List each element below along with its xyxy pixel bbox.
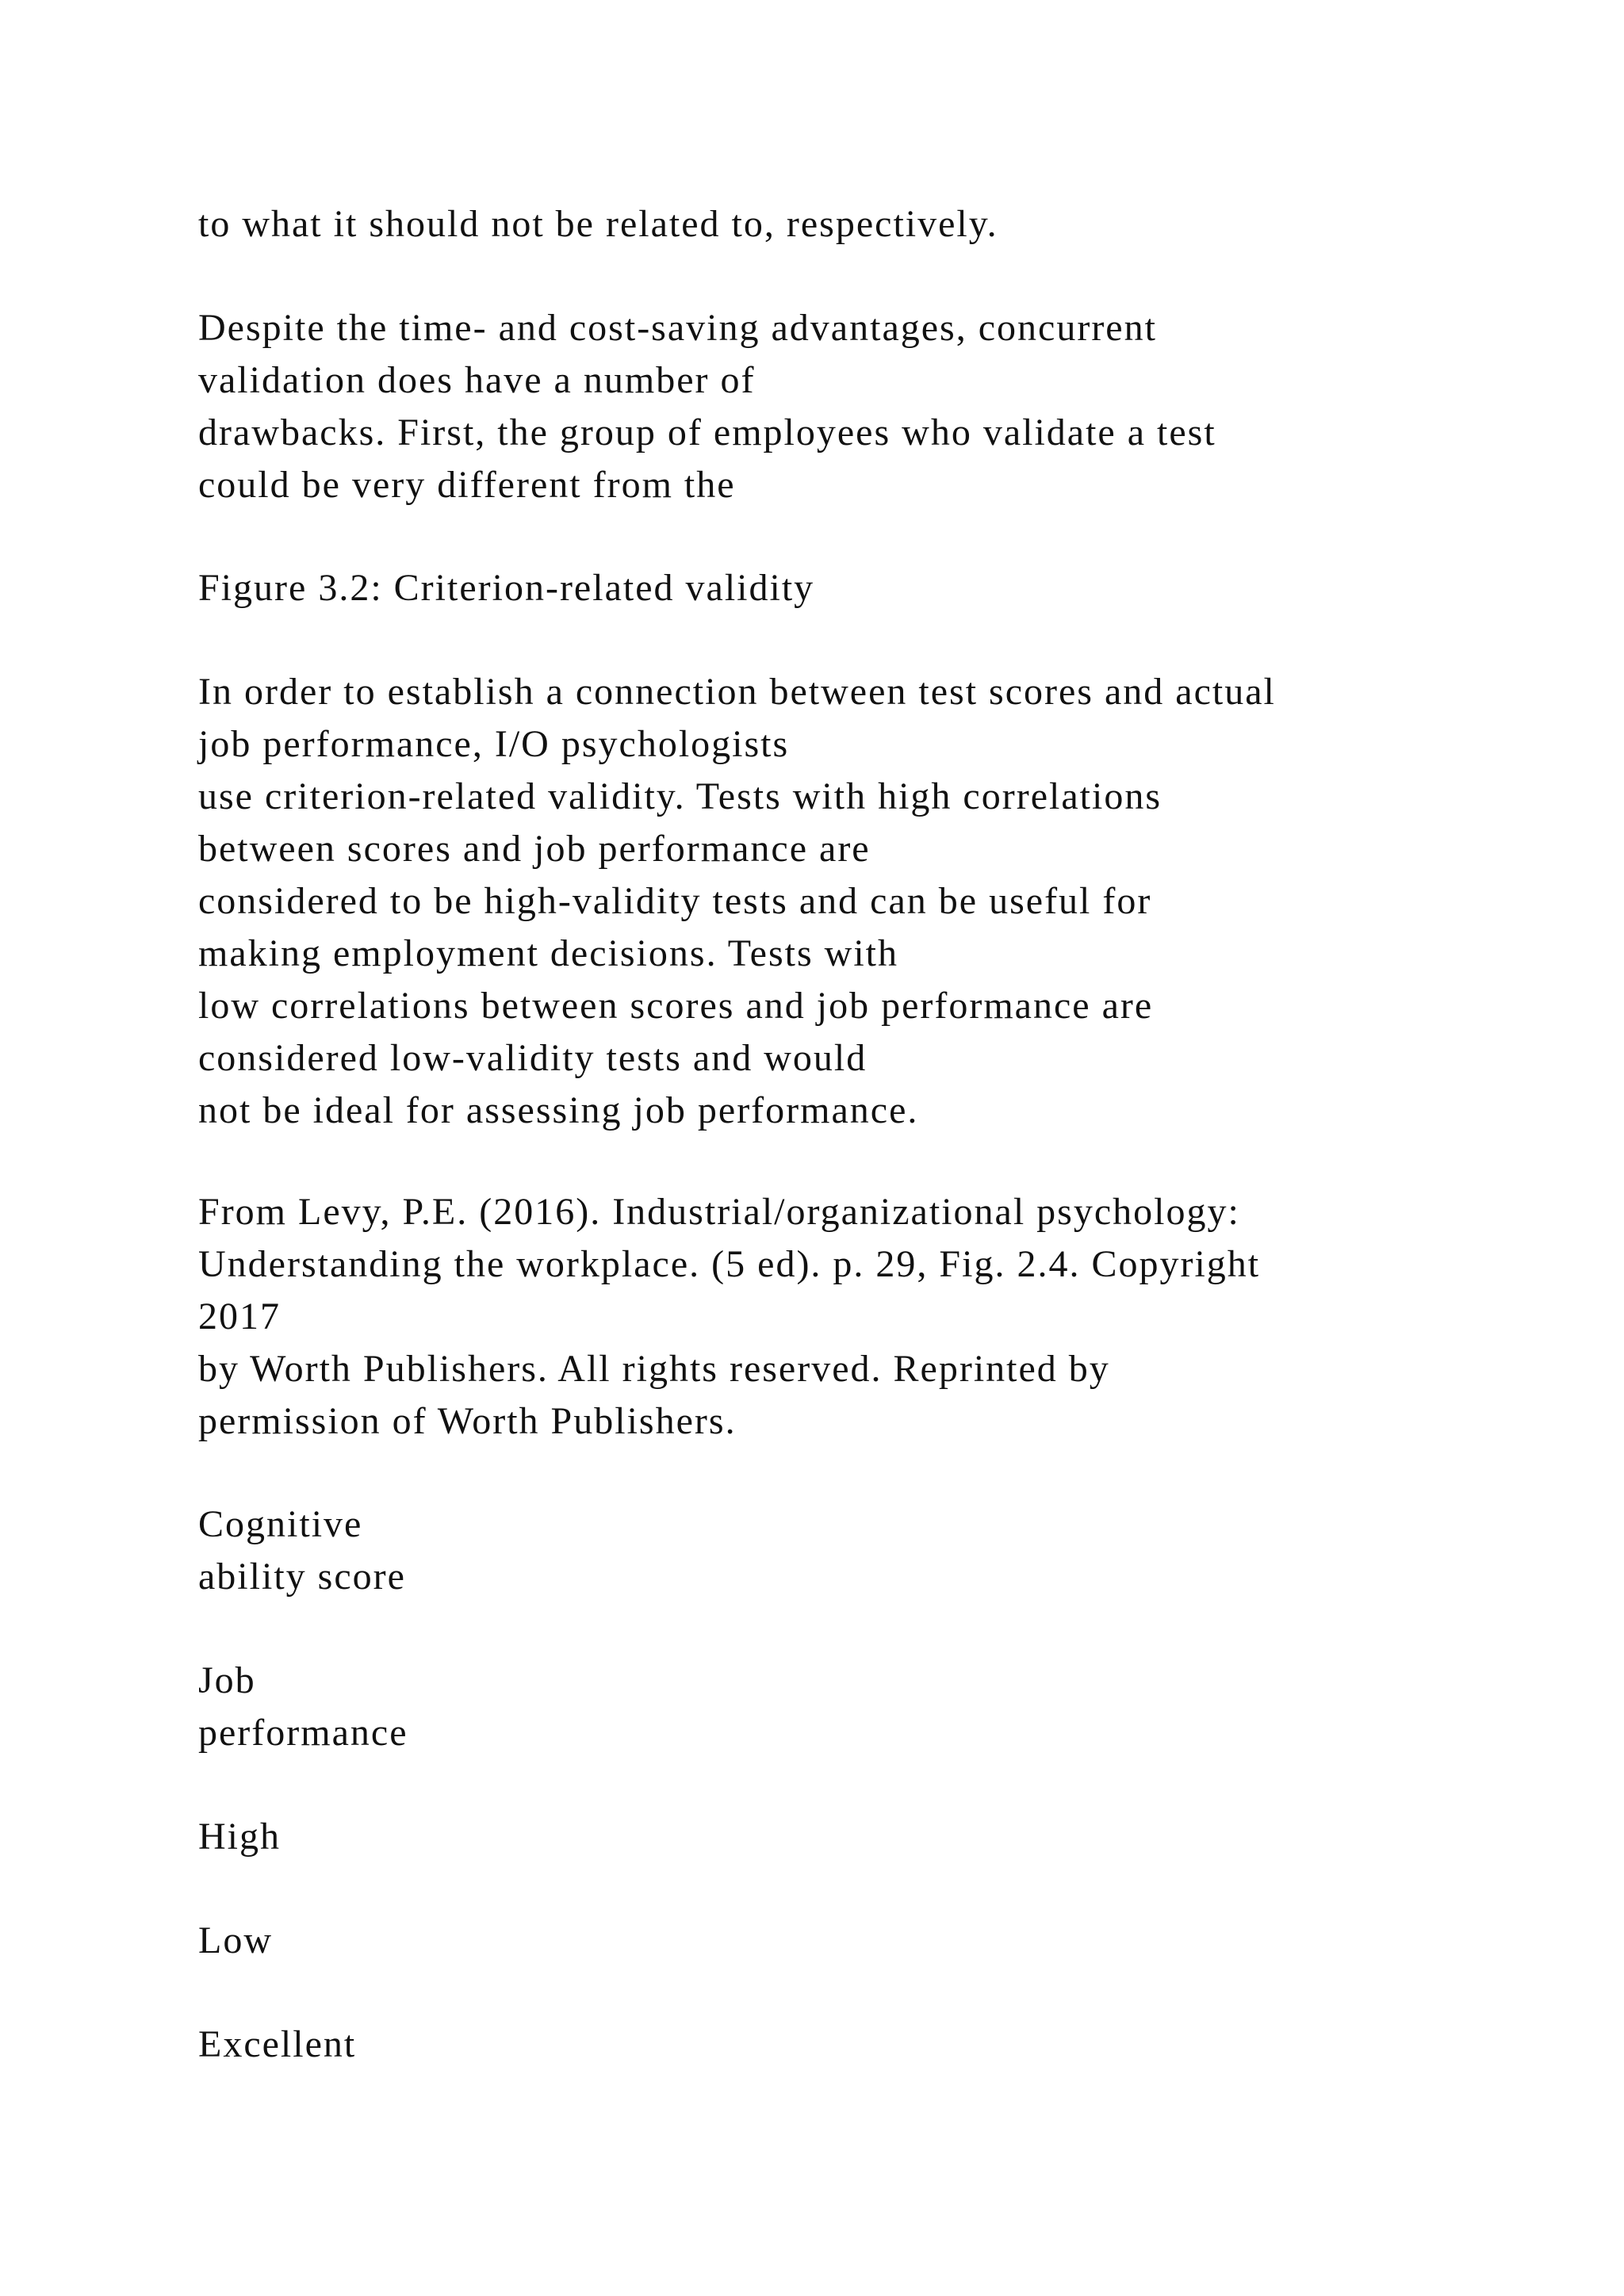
text-line: Despite the time- and cost-saving advantages, concurrent: [198, 307, 1157, 349]
text-line: In order to establish a connection between test scores and actual: [198, 671, 1276, 713]
text-line: considered to be high-validity tests and can be useful for: [198, 880, 1152, 922]
text-line: to what it should not be related to, respectively.: [198, 203, 998, 245]
label-high: [198, 1811, 1546, 1863]
text-line: validation does have a number of: [198, 359, 756, 401]
text-line: by Worth Publishers. All rights reserved. Reprinted by: [198, 1348, 1110, 1390]
paragraph-criterion-related-validity: [198, 666, 1546, 1137]
paragraph-related-to: [198, 198, 1546, 251]
text-line: Excellent: [198, 2023, 357, 2065]
figure-caption: [198, 562, 1546, 614]
text-line: making employment decisions. Tests with: [198, 932, 899, 974]
text-line: considered low-validity tests and would: [198, 1037, 868, 1079]
text-line: between scores and job performance are: [198, 828, 871, 870]
text-line: High: [198, 1816, 281, 1858]
text-line: Cognitive: [198, 1503, 363, 1545]
text-line: 2017: [198, 1295, 281, 1337]
text-line: use criterion-related validity. Tests with high correlations: [198, 775, 1162, 817]
citation-paragraph: [198, 1186, 1546, 1448]
text-line: From Levy, P.E. (2016). Industrial/organizational psychology:: [198, 1191, 1240, 1233]
label-job-performance: [198, 1655, 1546, 1759]
text-line: permission of Worth Publishers.: [198, 1400, 737, 1442]
paragraph-concurrent-validation: [198, 302, 1546, 511]
text-line: could be very different from the: [198, 464, 736, 506]
label-low: [198, 1915, 1546, 1967]
text-line: Job: [198, 1659, 256, 1701]
text-line: job performance, I/O psychologists: [198, 723, 790, 765]
text-line: low correlations between scores and job performance are: [198, 985, 1154, 1027]
text-line: Understanding the workplace. (5 ed). p. 29, Fig. 2.4. Copyright: [198, 1243, 1261, 1285]
text-line: ability score: [198, 1556, 406, 1598]
text-line: Figure 3.2: Criterion-related validity: [198, 567, 815, 609]
text-line: not be ideal for assessing job performance.: [198, 1089, 919, 1131]
text-line: performance: [198, 1712, 408, 1754]
label-excellent: [198, 2019, 1546, 2071]
label-cognitive-ability-score: [198, 1498, 1546, 1603]
text-line: drawbacks. First, the group of employees who validate a test: [198, 411, 1216, 453]
text-line: Low: [198, 1919, 273, 1961]
